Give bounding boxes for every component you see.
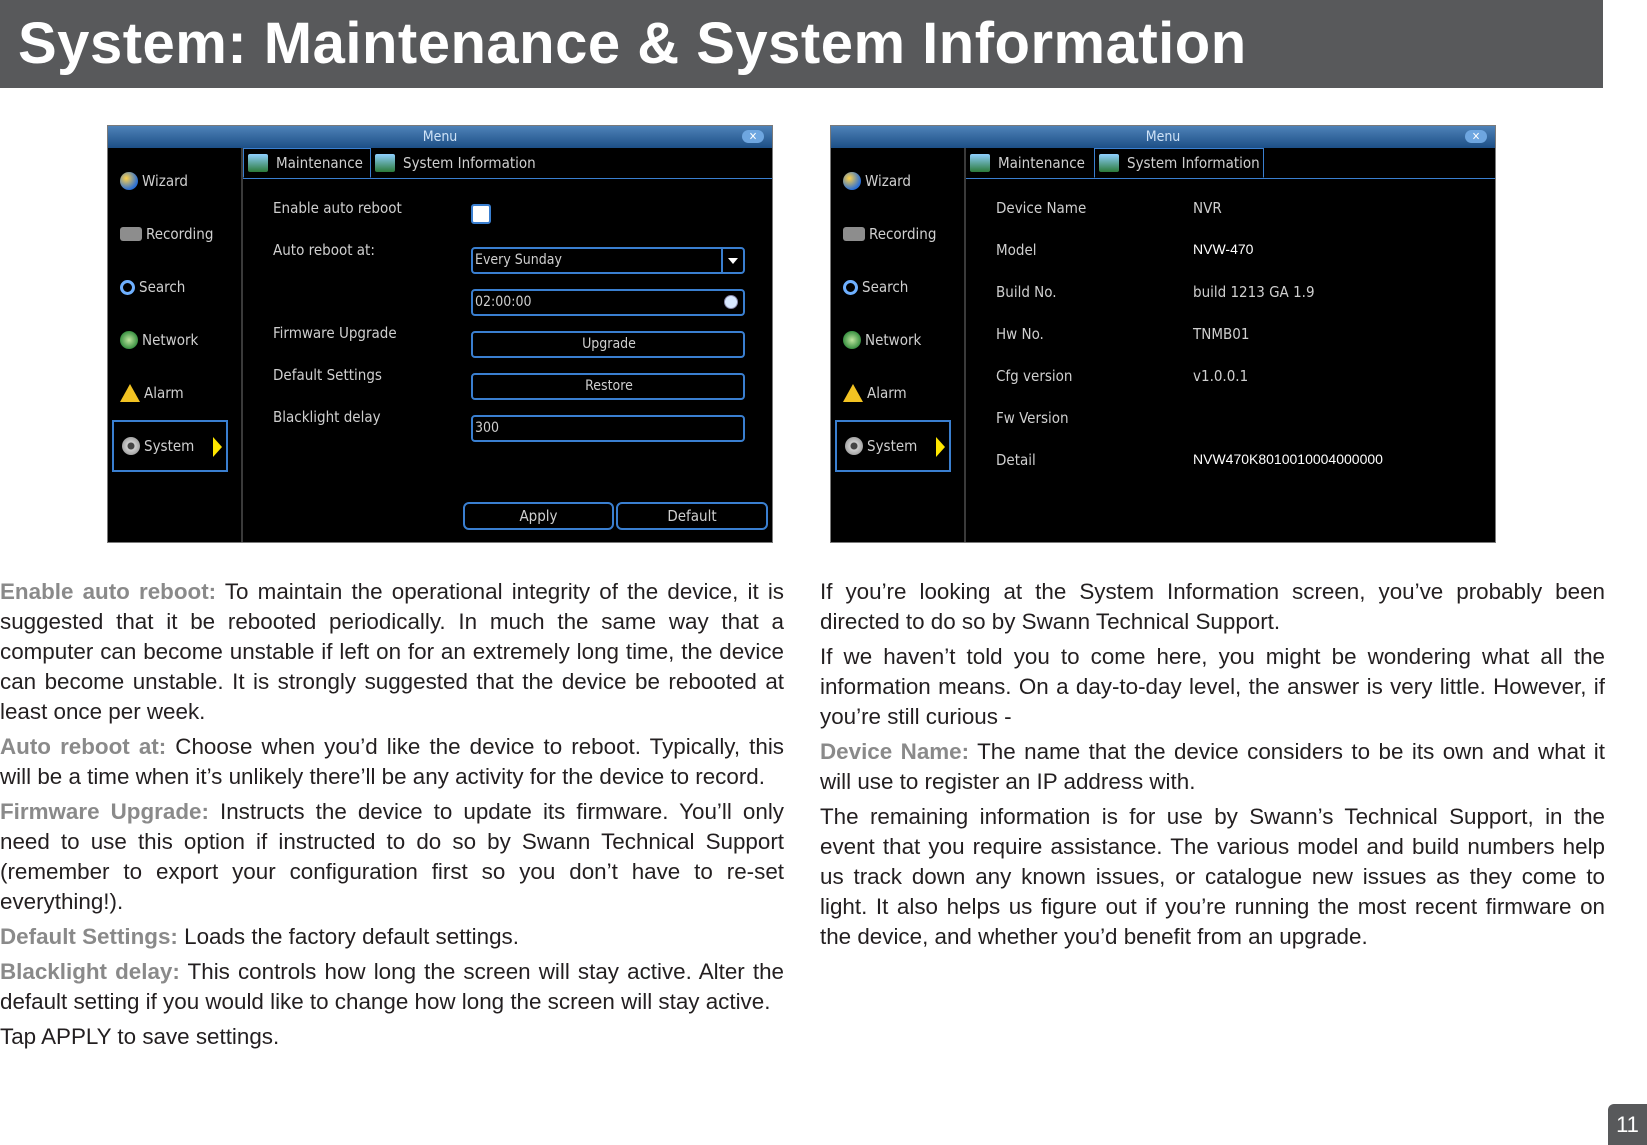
paragraph-enable-auto-reboot (0, 577, 784, 727)
window-title: Menu (422, 129, 458, 145)
info-label-detail: Detail (996, 451, 1036, 469)
system-icon (122, 437, 140, 455)
header-bar (0, 0, 1603, 88)
info-label-build-no: Build No. (996, 283, 1057, 301)
wizard-icon (120, 172, 138, 190)
tab-bar (966, 148, 1495, 179)
paragraph-information-means: If we haven’t told you to come here, you might be wondering what all the information means. On a day-to-day level, the answer is very little. However, if you’re still curious - (820, 644, 1605, 729)
tab-label: Maintenance (276, 154, 363, 172)
paragraph-tap-apply: Tap APPLY to save settings. (0, 1024, 280, 1049)
search-icon (120, 280, 135, 295)
system-information-tab-icon (1099, 154, 1119, 172)
alarm-icon (843, 384, 863, 402)
enable-auto-reboot-label: Enable auto reboot (273, 199, 402, 217)
info-value-build-no: build 1213 GA 1.9 (1193, 283, 1315, 301)
sidebar-item-label: Recording (869, 225, 937, 243)
page-title: System: Maintenance & System Information (18, 11, 1247, 76)
clock-icon (724, 295, 738, 309)
search-icon (843, 280, 858, 295)
tab-label: System Information (403, 154, 536, 172)
term-device-name: Device Name: (820, 739, 970, 764)
info-value-cfg-version: v1.0.0.1 (1193, 367, 1249, 385)
tab-label: Maintenance (998, 154, 1085, 172)
sidebar-item-label: Recording (146, 225, 214, 243)
wizard-icon (843, 172, 861, 190)
paragraph-text: Loads the factory default settings. (177, 924, 519, 949)
alarm-icon (120, 384, 140, 402)
info-value-detail: NVW470K8010010004000000 (1193, 451, 1383, 467)
term-enable-auto-reboot: Enable auto reboot: (0, 579, 217, 604)
tab-system-information[interactable] (1094, 148, 1264, 178)
paragraph-system-info-intro: If you’re looking at the System Information screen, you’ve probably been directed to do so by Swann Technical Support. (820, 579, 1605, 634)
term-default-settings: Default Settings: (0, 924, 178, 949)
system-icon (845, 437, 863, 455)
info-label-hw-no: Hw No. (996, 325, 1044, 343)
paragraph-default-settings (0, 922, 784, 952)
sidebar-item-alarm[interactable] (112, 367, 228, 419)
close-icon[interactable]: ✕ (742, 130, 764, 143)
info-value-device-name: NVR (1193, 199, 1222, 217)
info-label-model: Model (996, 241, 1037, 259)
recording-icon (120, 227, 142, 241)
selected-arrow-icon (213, 437, 222, 457)
paragraph-remaining-information: The remaining information is for use by Swann’s Technical Support, in the event that you require assistance. The various model and build numbers help us track down any known issues, or catalogue new issues as they come to light. It also helps us figure out if you’re running the most recent firmware on the device, and whether you’d benefit from an upgrade. (820, 804, 1605, 949)
sidebar-item-recording[interactable] (835, 208, 951, 260)
auto-reboot-time-value: 02:00:00 (475, 294, 532, 310)
paragraph-text: To maintain the operational integrity of the device, it is suggested that it be rebooted periodically. In much the same way that a computer can become unstable if left on for an extremely long time, the device can become unstable. It is strongly suggested that the device be rebooted at least once per week. (0, 579, 784, 724)
tab-label: System Information (1127, 154, 1260, 172)
sidebar-item-label: Alarm (867, 384, 907, 402)
window-title: Menu (1145, 129, 1181, 145)
auto-reboot-at-label: Auto reboot at: (273, 241, 375, 259)
tab-bar (243, 148, 772, 179)
maintenance-tab-icon (248, 154, 268, 172)
auto-reboot-time-input[interactable] (471, 289, 745, 316)
apply-button[interactable]: Apply (463, 502, 614, 530)
sidebar-item-label: System (867, 437, 918, 455)
sidebar-item-network[interactable] (835, 314, 951, 366)
sidebar-item-label: Network (142, 331, 199, 349)
upgrade-button[interactable]: Upgrade (471, 331, 745, 358)
info-label-cfg-version: Cfg version (996, 367, 1073, 385)
sidebar-item-recording[interactable] (112, 208, 228, 260)
close-icon[interactable]: ✕ (1465, 130, 1487, 143)
sidebar-item-label: System (144, 437, 195, 455)
selected-arrow-icon (936, 437, 945, 457)
network-icon (120, 331, 138, 349)
sidebar-item-search[interactable] (835, 261, 951, 313)
sidebar-item-alarm[interactable] (835, 367, 951, 419)
sidebar-item-label: Search (862, 278, 909, 296)
info-value-model: NVW-470 (1193, 241, 1254, 257)
right-text-column (820, 577, 1605, 957)
tab-maintenance[interactable] (966, 148, 1094, 178)
restore-button[interactable]: Restore (471, 373, 745, 400)
term-firmware-upgrade: Firmware Upgrade: (0, 799, 209, 824)
info-label-fw-version: Fw Version (996, 409, 1069, 427)
firmware-upgrade-label: Firmware Upgrade (273, 324, 397, 342)
sidebar (108, 148, 243, 542)
paragraph-blacklight-delay (0, 957, 784, 1017)
paragraph-auto-reboot-at (0, 732, 784, 792)
sidebar-item-wizard[interactable] (112, 155, 228, 207)
sidebar-item-label: Search (139, 278, 186, 296)
sidebar-item-system[interactable] (112, 420, 228, 472)
default-settings-label: Default Settings (273, 366, 382, 384)
term-auto-reboot-at: Auto reboot at: (0, 734, 167, 759)
sidebar-item-search[interactable] (112, 261, 228, 313)
system-information-screenshot (830, 125, 1496, 543)
sidebar-item-label: Alarm (144, 384, 184, 402)
paragraph-text: This controls how long the screen will stay active. Alter the default setting if you would like to change how long the screen will stay active. (0, 959, 785, 1014)
paragraph-text: The name that the device considers to be its own and what it will use to register an IP address with. (820, 739, 1605, 794)
paragraph-text: Choose when you’d like the device to reboot. Typically, this will be a time when it’s unlikely there’ll be any activity for the device to record. (0, 734, 784, 789)
chevron-down-icon (721, 249, 743, 272)
sidebar-item-label: Wizard (142, 172, 188, 190)
system-information-tab-icon (375, 154, 395, 172)
info-label-device-name: Device Name (996, 199, 1087, 217)
window-titlebar (831, 126, 1495, 148)
sidebar (831, 148, 966, 542)
maintenance-tab-icon (970, 154, 990, 172)
auto-reboot-day-value: Every Sunday (475, 252, 562, 268)
sidebar-item-network[interactable] (112, 314, 228, 366)
sidebar-item-system[interactable] (835, 420, 951, 472)
blacklight-delay-input[interactable]: 300 (471, 415, 745, 442)
maintenance-screenshot (107, 125, 773, 543)
sidebar-item-wizard[interactable] (835, 155, 951, 207)
enable-auto-reboot-checkbox[interactable] (471, 204, 491, 224)
tab-system-information[interactable] (371, 148, 541, 178)
window-titlebar (108, 126, 772, 148)
tab-maintenance[interactable] (243, 148, 371, 178)
network-icon (843, 331, 861, 349)
default-button[interactable]: Default (616, 502, 768, 530)
auto-reboot-day-dropdown[interactable] (471, 247, 745, 274)
paragraph-device-name (820, 737, 1605, 797)
paragraph-firmware-upgrade (0, 797, 784, 917)
paragraph-text: Instructs the device to update its firmware. You’ll only need to use this option if instructed to do so by Swann Technical Support (remember to export your configuration first so you don’t have to re-set everything!). (0, 799, 784, 914)
blacklight-delay-label: Blacklight delay (273, 408, 381, 426)
info-value-hw-no: TNMB01 (1193, 325, 1250, 343)
sidebar-item-label: Wizard (865, 172, 911, 190)
left-text-column (0, 577, 784, 1057)
page-number: 11 (1608, 1104, 1647, 1145)
term-blacklight-delay: Blacklight delay: (0, 959, 180, 984)
sidebar-item-label: Network (865, 331, 922, 349)
recording-icon (843, 227, 865, 241)
